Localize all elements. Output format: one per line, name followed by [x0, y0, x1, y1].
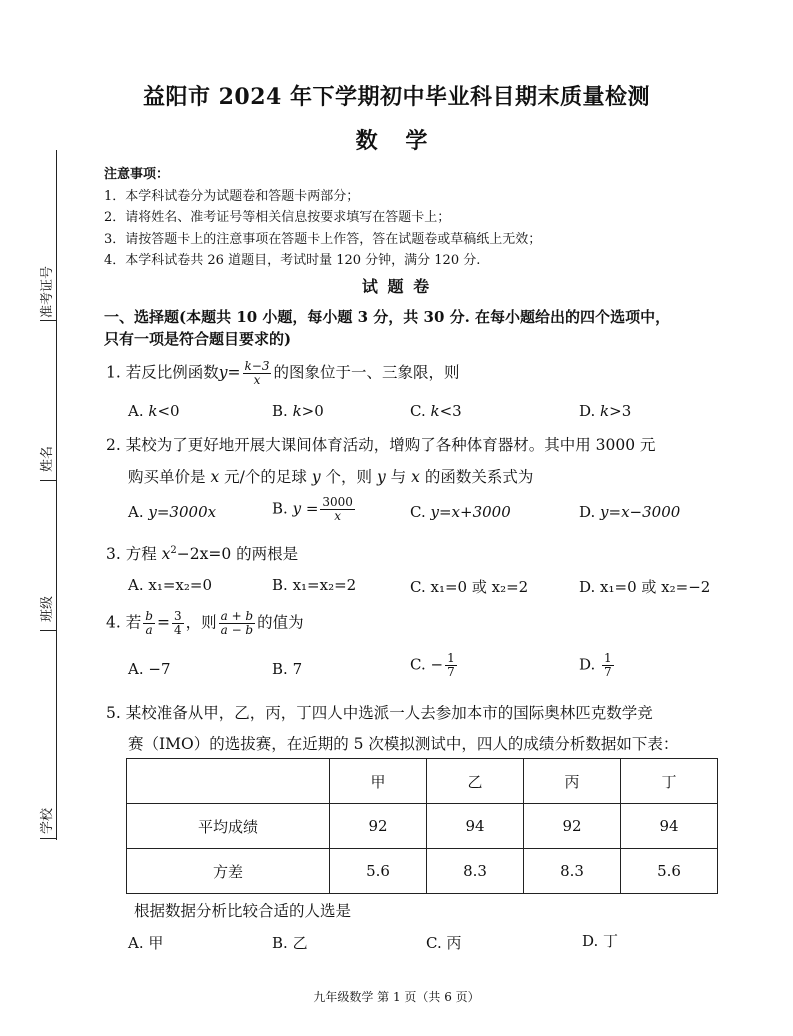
part1-line: 一、选择题(本题共 10 小题，每小题 3 分，共 30 分. 在每小题给出的四个选项中， [104, 308, 671, 326]
binding-tick [40, 630, 56, 631]
option-text: 7 [292, 660, 303, 678]
option-label: B. [272, 660, 288, 678]
option-b[interactable] [272, 932, 308, 953]
table-cell: 8.3 [427, 849, 524, 894]
option-text: y = [292, 499, 319, 518]
note-item: 3．请按答题卡上的注意事项在答题卡上作答，答在试题卷或草稿纸上无效； [104, 231, 542, 247]
math-var: k [600, 402, 610, 420]
notes-block [104, 164, 541, 272]
fraction-numerator: k−3 [244, 359, 270, 373]
option-label: D. [579, 503, 596, 521]
option-b[interactable] [272, 402, 324, 420]
option-text: y=3000x [148, 503, 217, 521]
option-label: D. [579, 578, 596, 596]
question-text: 的值为 [257, 613, 304, 632]
section-title: 试 题 卷 [361, 277, 432, 296]
fraction-numerator: b [145, 609, 153, 623]
option-text: 丁 [603, 932, 619, 950]
option-a[interactable] [128, 660, 171, 678]
option-text: x₁=x₂=0 [148, 576, 213, 594]
option-text: −7 [148, 660, 171, 678]
option-c[interactable] [410, 503, 511, 521]
question-2 [106, 433, 656, 455]
option-d[interactable] [582, 930, 618, 951]
fraction-denominator: x [253, 373, 261, 387]
option-label: B. [272, 576, 288, 594]
option-d[interactable] [579, 576, 710, 597]
question-number: 4. [106, 613, 121, 632]
option-label: A. [128, 503, 144, 521]
question-2-line2 [128, 465, 533, 487]
fraction [143, 610, 155, 637]
option-b[interactable] [272, 576, 356, 594]
table-cell: 92 [524, 804, 621, 849]
option-text: <0 [157, 402, 180, 420]
question-4 [106, 610, 304, 637]
option-label: A. [128, 934, 144, 952]
note-item: 4．本学科试卷共 26 道题目，考试时量 120 分钟，满分 120 分. [104, 253, 481, 268]
name-label: 姓名 [40, 445, 55, 472]
option-label: A. [128, 402, 144, 420]
option-text: y=x−3000 [600, 503, 681, 521]
table-header-cell: 丁 [621, 759, 718, 804]
fraction [602, 652, 614, 679]
fraction-numerator: a + b [220, 609, 254, 623]
question-3 [106, 542, 298, 564]
math-var: x [411, 468, 420, 486]
fraction [172, 610, 184, 637]
option-text: y=x+3000 [430, 503, 511, 521]
option-text: >3 [609, 402, 632, 420]
option-label: D. [579, 655, 596, 674]
fraction-denominator: a [145, 623, 153, 637]
option-text: x₁=x₂=2 [292, 576, 357, 594]
option-b[interactable] [272, 496, 357, 523]
exam-title: 益阳市 2024 年下学期初中毕业科目期末质量检测 [142, 84, 651, 110]
math-var: x [161, 545, 171, 563]
question-5-line2: 赛（IMO）的选拔赛，在近期的 5 次模拟测试中，四人的成绩分析数据如下表： [128, 735, 679, 753]
school-label: 学校 [40, 807, 55, 834]
part1-line: 只有一项是符合题目要求的) [104, 330, 292, 348]
question-text: 方程 [125, 545, 162, 563]
question-1 [106, 360, 460, 387]
option-label: B. [272, 934, 288, 952]
question-5-prompt: 根据数据分析比较合适的人选是 [134, 902, 352, 920]
math-var: y [376, 468, 386, 486]
option-a[interactable] [128, 402, 180, 420]
table-cell: 8.3 [524, 849, 621, 894]
question-number: 3. [106, 545, 121, 563]
question-number: 1. [106, 363, 121, 382]
subject-title: 数 学 [355, 128, 438, 154]
option-label: C. [410, 655, 426, 674]
fraction-numerator: 3000 [322, 495, 353, 509]
question-text: −2x=0 的两根是 [176, 545, 299, 563]
option-d[interactable] [579, 402, 631, 420]
option-label: D. [579, 402, 596, 420]
notes-heading: 注意事项： [104, 167, 170, 182]
option-label: C. [410, 578, 426, 596]
table-row-label: 方差 [127, 849, 330, 894]
option-a[interactable] [128, 576, 212, 594]
table-header-cell: 乙 [427, 759, 524, 804]
fraction [219, 610, 256, 637]
note-item: 1．本学科试卷分为试题卷和答题卡两部分； [104, 188, 360, 204]
question-number: 5. [106, 704, 121, 722]
option-text: 乙 [292, 934, 308, 952]
question-text: ，则 [185, 613, 217, 632]
option-text: x₁=0 或 x₂=2 [430, 578, 529, 596]
question-text: 与 [390, 468, 407, 486]
option-d[interactable] [579, 503, 680, 521]
option-text: <3 [439, 402, 462, 420]
option-c[interactable] [426, 932, 462, 953]
fraction-numerator: 1 [447, 651, 455, 665]
table-cell [127, 759, 330, 804]
table-header-cell: 丙 [524, 759, 621, 804]
math-exponent: 2 [170, 544, 177, 556]
question-text: 购买单价是 [128, 468, 206, 486]
option-d[interactable] [579, 652, 616, 679]
option-label: A. [128, 576, 144, 594]
exam-no-label: 准考证号 [40, 265, 55, 318]
fraction-denominator: 7 [447, 665, 455, 679]
binding-tick [40, 480, 56, 481]
fraction-numerator: 3 [173, 609, 182, 623]
fraction [445, 652, 457, 679]
question-number: 2. [106, 436, 121, 454]
option-b[interactable] [272, 660, 302, 678]
table-row [127, 849, 718, 894]
table-row [127, 804, 718, 849]
fraction-numerator: 1 [604, 651, 612, 665]
class-label: 班级 [40, 595, 55, 622]
option-text: >0 [301, 402, 324, 420]
fraction-denominator: x [334, 509, 342, 523]
math-var: x [210, 468, 220, 486]
option-label: B. [272, 402, 288, 420]
fraction [243, 360, 272, 387]
fraction-denominator: 7 [604, 665, 612, 679]
math-var: y [218, 363, 228, 382]
fraction-denominator: 4 [173, 623, 182, 637]
option-label: C. [426, 934, 442, 952]
table-cell: 94 [621, 804, 718, 849]
option-c[interactable] [410, 576, 528, 597]
table-cell: 5.6 [330, 849, 427, 894]
part1-instructions [104, 306, 670, 350]
math-var: k [148, 402, 158, 420]
table-header-row [127, 759, 718, 804]
table-cell: 94 [427, 804, 524, 849]
option-label: C. [410, 503, 426, 521]
question-text: 元/个的足球 [224, 468, 307, 486]
binding-line [56, 150, 57, 840]
question-text: 的函数关系式为 [424, 468, 534, 486]
question-text: 的图象位于一、三象限，则 [273, 363, 460, 382]
question-text: 某校准备从甲，乙，丙，丁四人中选派一人去参加本市的国际奥林匹克数学竞 [125, 704, 653, 722]
question-text: 若 [125, 613, 142, 632]
math-op: = [156, 613, 170, 632]
table-row-label: 平均成绩 [127, 804, 330, 849]
option-a[interactable] [128, 932, 163, 953]
math-var: y [311, 468, 321, 486]
option-text: 甲 [148, 934, 164, 952]
math-op: − [430, 655, 444, 674]
binding-tick [40, 838, 56, 839]
math-op: = [227, 363, 241, 382]
question-5 [106, 701, 653, 723]
option-a[interactable] [128, 503, 216, 521]
question-text: 若反比例函数 [125, 363, 219, 382]
question-text: 个，则 [325, 468, 373, 486]
option-c[interactable] [410, 652, 459, 679]
option-text: x₁=0 或 x₂=−2 [600, 578, 711, 596]
option-c[interactable] [410, 402, 462, 420]
page-footer: 九年级数学 第 1 页（共 6 页） [313, 990, 480, 1004]
score-table [126, 758, 718, 894]
option-label: A. [128, 660, 144, 678]
fraction-denominator: a − b [220, 623, 254, 637]
note-item: 2．请将姓名、准考证号等相关信息按要求填写在答题卡上； [104, 210, 451, 225]
table-cell: 5.6 [621, 849, 718, 894]
math-var: k [430, 402, 440, 420]
option-label: B. [272, 499, 288, 518]
math-var: k [292, 402, 302, 420]
option-text: 丙 [446, 934, 462, 952]
table-cell: 92 [330, 804, 427, 849]
binding-tick [40, 320, 56, 321]
question-text: 某校为了更好地开展大课间体育活动，增购了各种体育器材。其中用 3000 元 [125, 436, 656, 454]
table-header-cell: 甲 [330, 759, 427, 804]
fraction [320, 496, 355, 523]
option-label: D. [582, 932, 599, 950]
option-label: C. [410, 402, 426, 420]
